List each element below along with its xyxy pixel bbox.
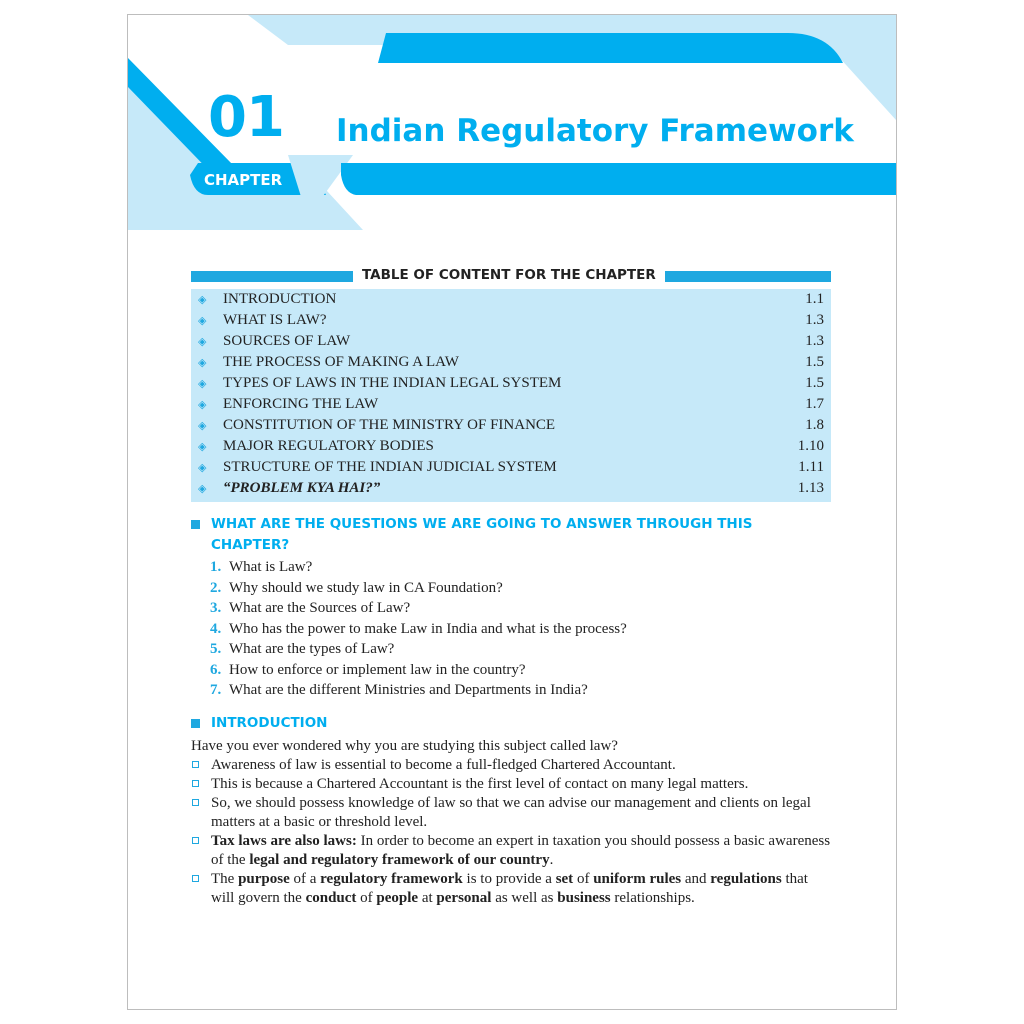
- toc-label: MAJOR REGULATORY BODIES: [223, 438, 434, 454]
- bullet-text: of: [356, 890, 377, 906]
- toc-page: 1.7: [805, 396, 824, 412]
- introduction-heading: [191, 713, 831, 734]
- bullet-bold: legal and regulatory framework of our country: [249, 852, 550, 868]
- question-text: What are the types of Law?: [229, 641, 395, 657]
- bullet-text: So, we should possess knowledge of law so that we can advise our management and clients on legal matters at a basic or threshold level.: [211, 795, 811, 830]
- checkbox-bullet-icon: [192, 875, 199, 882]
- toc-page: 1.3: [805, 333, 824, 349]
- document-page: [127, 14, 897, 1010]
- bullet-text: is to provide a: [462, 871, 556, 887]
- toc-page: 1.5: [805, 375, 824, 391]
- chapter-label: CHAPTER: [204, 171, 283, 189]
- toc-label: STRUCTURE OF THE INDIAN JUDICIAL SYSTEM: [223, 459, 557, 475]
- toc-row[interactable]: [198, 352, 824, 373]
- bullet-text: as well as: [491, 890, 558, 906]
- table-of-contents: [191, 269, 831, 502]
- bullet-text: of a: [289, 871, 321, 887]
- bullet-text: .: [549, 852, 554, 868]
- bullet-text: and: [681, 871, 711, 887]
- toc-label: WHAT IS LAW?: [223, 312, 327, 328]
- bullet-text: The: [211, 871, 239, 887]
- question-number: 1.: [210, 559, 222, 575]
- toc-header: [191, 269, 831, 289]
- bullet-text: In order to become an expert in taxation you should possess a basic awareness of the: [211, 833, 831, 868]
- toc-row[interactable]: [198, 373, 824, 394]
- bullet-text: that will govern the: [211, 871, 808, 906]
- diamond-icon: ◈: [198, 482, 207, 495]
- question-number: 2.: [210, 579, 222, 596]
- chapter-title: Indian Regulatory Framework: [336, 113, 854, 149]
- checkbox-bullet-icon: [192, 780, 199, 787]
- intro-lead: Have you ever wondered why you are studying this subject called law?: [191, 738, 618, 754]
- toc-row[interactable]: [198, 415, 824, 436]
- list-item: [210, 619, 830, 640]
- list-item: [210, 598, 830, 619]
- toc-label: INTRODUCTION: [223, 291, 337, 307]
- questions-heading-line1: WHAT ARE THE QUESTIONS WE ARE GOING TO ANSWER THROUGH THIS: [211, 516, 753, 532]
- toc-page: 1.1: [805, 291, 824, 307]
- toc-page: 1.13: [797, 480, 824, 496]
- list-item: [210, 660, 830, 681]
- introduction-body: [191, 737, 833, 908]
- question-text: What is Law?: [229, 559, 313, 575]
- diamond-icon: ◈: [198, 377, 207, 390]
- list-item: [191, 794, 833, 832]
- toc-label: ENFORCING THE LAW: [223, 396, 379, 412]
- toc-row[interactable]: [198, 394, 824, 415]
- square-bullet-icon: [191, 520, 200, 529]
- questions-heading-line2: CHAPTER?: [211, 537, 290, 553]
- diamond-icon: ◈: [198, 461, 207, 474]
- bullet-bold: conduct: [305, 890, 357, 906]
- bullet-text: relationships.: [610, 890, 695, 906]
- bullet-text: Awareness of law is essential to become a full-fledged Chartered Accountant.: [211, 757, 676, 773]
- bullet-bold: Tax laws are also laws:: [211, 833, 357, 849]
- toc-label: THE PROCESS OF MAKING A LAW: [223, 354, 459, 370]
- list-item: [191, 756, 833, 775]
- list-item: [191, 870, 833, 908]
- toc-page: 1.11: [798, 459, 824, 475]
- bullet-bold: people: [376, 890, 419, 906]
- list-item: [210, 557, 830, 578]
- toc-row[interactable]: [198, 331, 824, 352]
- toc-label: SOURCES OF LAW: [223, 333, 351, 349]
- question-number: 6.: [210, 661, 222, 678]
- question-text: Why should we study law in CA Foundation?: [229, 579, 503, 596]
- bullet-bold: regulations: [710, 871, 782, 887]
- toc-row[interactable]: [198, 457, 824, 478]
- chapter-number: 01: [208, 85, 284, 150]
- bullet-text: This is because a Chartered Accountant is the first level of contact on many legal matters.: [211, 776, 749, 792]
- toc-page: 1.10: [797, 438, 824, 454]
- toc-list: [191, 289, 831, 502]
- question-number: 4.: [210, 620, 222, 637]
- diamond-icon: ◈: [198, 314, 207, 327]
- toc-row[interactable]: [198, 436, 824, 457]
- diamond-icon: ◈: [198, 419, 207, 432]
- toc-row[interactable]: [198, 478, 824, 499]
- toc-label: TYPES OF LAWS IN THE INDIAN LEGAL SYSTEM: [223, 375, 562, 391]
- question-text: Who has the power to make Law in India and what is the process?: [229, 620, 627, 637]
- diamond-icon: ◈: [198, 398, 207, 411]
- question-number: 7.: [210, 682, 222, 698]
- questions-list: [210, 557, 830, 701]
- toc-label: CONSTITUTION OF THE MINISTRY OF FINANCE: [223, 417, 556, 433]
- toc-bar-left: [191, 271, 353, 282]
- diamond-icon: ◈: [198, 335, 207, 348]
- bullet-bold: business: [557, 890, 611, 906]
- toc-row[interactable]: [198, 289, 824, 310]
- list-item: [210, 639, 830, 660]
- question-text: What are the Sources of Law?: [229, 600, 411, 616]
- diamond-icon: ◈: [198, 293, 207, 306]
- list-item: [210, 680, 830, 701]
- list-item: [191, 775, 833, 794]
- question-text: How to enforce or implement law in the country?: [229, 661, 526, 678]
- square-bullet-icon: [191, 719, 200, 728]
- diamond-icon: ◈: [198, 356, 207, 369]
- list-item: [210, 578, 830, 599]
- question-number: 5.: [210, 641, 222, 657]
- chapter-header: [128, 15, 896, 230]
- diamond-icon: ◈: [198, 440, 207, 453]
- bullet-bold: regulatory framework: [320, 871, 463, 887]
- questions-heading: [191, 514, 831, 556]
- checkbox-bullet-icon: [192, 837, 199, 844]
- toc-row[interactable]: [198, 310, 824, 331]
- list-item: [191, 832, 833, 870]
- toc-title: TABLE OF CONTENT FOR THE CHAPTER: [362, 267, 656, 283]
- toc-page: 1.8: [805, 417, 824, 433]
- bullet-bold: personal: [436, 890, 492, 906]
- toc-page: 1.5: [805, 354, 824, 370]
- toc-bar-right: [665, 271, 831, 282]
- bullet-text: of: [573, 871, 594, 887]
- bullet-text: at: [418, 890, 437, 906]
- checkbox-bullet-icon: [192, 761, 199, 768]
- introduction-heading-text: INTRODUCTION: [211, 715, 328, 731]
- toc-label: “PROBLEM KYA HAI?”: [223, 480, 381, 496]
- toc-page: 1.3: [805, 312, 824, 328]
- bullet-bold: set: [555, 871, 574, 887]
- question-number: 3.: [210, 600, 222, 616]
- bullet-bold: purpose: [238, 871, 290, 887]
- question-text: What are the different Ministries and Departments in India?: [229, 682, 588, 698]
- bullet-bold: uniform rules: [593, 871, 682, 887]
- checkbox-bullet-icon: [192, 799, 199, 806]
